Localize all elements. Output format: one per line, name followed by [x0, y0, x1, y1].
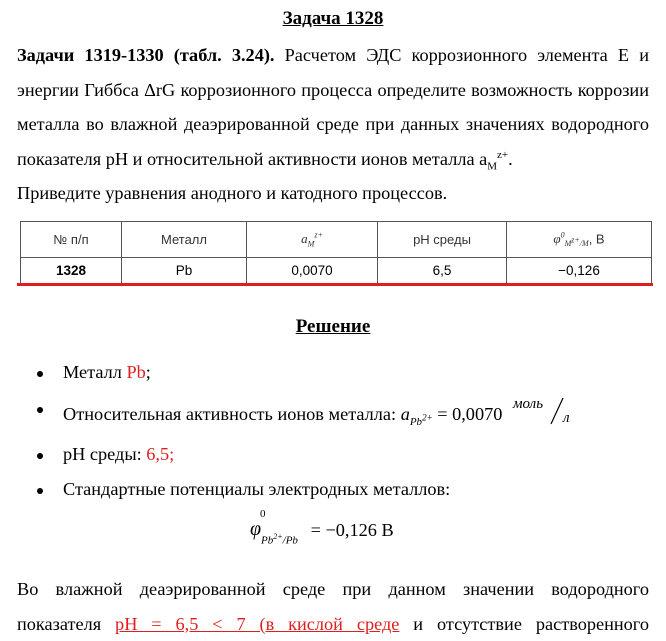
cell-metal: Pb [122, 258, 247, 284]
data-table [20, 221, 652, 284]
task-title: Задача 1328 [282, 8, 384, 29]
header-metal: Металл [122, 222, 247, 258]
document-page: Задача 1328 Задачи 1319-1330 (табл. 3.24). Расчетом ЭДС коррозионного элемента E и энергии Гиббса ΔrG коррозионного процесса определите возможность коррозии металла во влажной деаэрированной среде при данных значениях водородного показателя pH и относительной активности ионов металла $a_M^{z+}$. Приведите уравнения анодного и катодного процессов. № п/п Металл $a_M^{z+}$ pH среды $\varphi^0_{M^{z+}/M}$, В 1328 Pb 0,0070 6,5 −0,126 Решение Металл Pb; Относительная активность ионов металла: $a_{Pb^{2+}} = 0,0070$ моль л pH среды: 6,5; Стандартные потенциалы электродных металлов: φ 0 $Pb^{2+}/Pb$ = −0,126 В Во влажной деаэрированной среде при данном значении водородного показателя pH = 6,5 < 7 (в кислой среде и отсутствие растворенного [0, 0, 666, 619]
conclusion-paragraph: Во влажной деаэрированной среде при данном значении водородного показателя pH = 6,5 < 7 (в кислой среде и отсутствие растворенного [17, 579, 649, 634]
unit-fraction: моль л [512, 396, 570, 426]
metal-value: Pb [126, 362, 146, 382]
header-num: № п/п [21, 222, 122, 258]
table-row [21, 258, 652, 284]
potential-formula: φ 0 $Pb^{2+}/Pb$ = −0,126 В [250, 508, 394, 547]
cell-activity: 0,0070 [247, 258, 378, 284]
header-ph: pH среды [378, 222, 507, 258]
activity-sub: M [487, 160, 498, 173]
cell-phi: −0,126 [507, 258, 652, 284]
bullet-dot [37, 488, 43, 494]
task-text-3: Приведите уравнения анодного и катодного процессов. [17, 183, 448, 204]
bullet-dot [37, 407, 43, 413]
ph-value: 6,5; [146, 444, 175, 464]
task-text-2: . [508, 148, 513, 169]
bullet-dot [37, 453, 43, 459]
task-statement [17, 38, 649, 211]
table-header-row [21, 222, 652, 258]
solution-title: Решение [295, 316, 371, 337]
cell-num: 1328 [21, 258, 122, 284]
task-text-1: Расчетом ЭДС коррозионного элемента E и энергии Гиббса ΔrG коррозионного процесса определите возможность коррозии металла во влажной деаэрированной среде при данных значениях водородного показателя pH и относительной активности ионов металла a [17, 45, 649, 169]
task-lead: Задачи 1319-1330 (табл. 3.24). [17, 45, 275, 65]
bullet-dot [37, 371, 43, 377]
acidic-note: pH = 6,5 < 7 (в кислой среде [115, 613, 400, 634]
activity-sup: z+ [497, 148, 509, 161]
red-underline [17, 283, 653, 286]
header-activity: $a_M^{z+}$ [247, 222, 378, 258]
header-phi: $\varphi^0_{M^{z+}/M}$, В [507, 222, 652, 258]
cell-ph: 6,5 [378, 258, 507, 284]
